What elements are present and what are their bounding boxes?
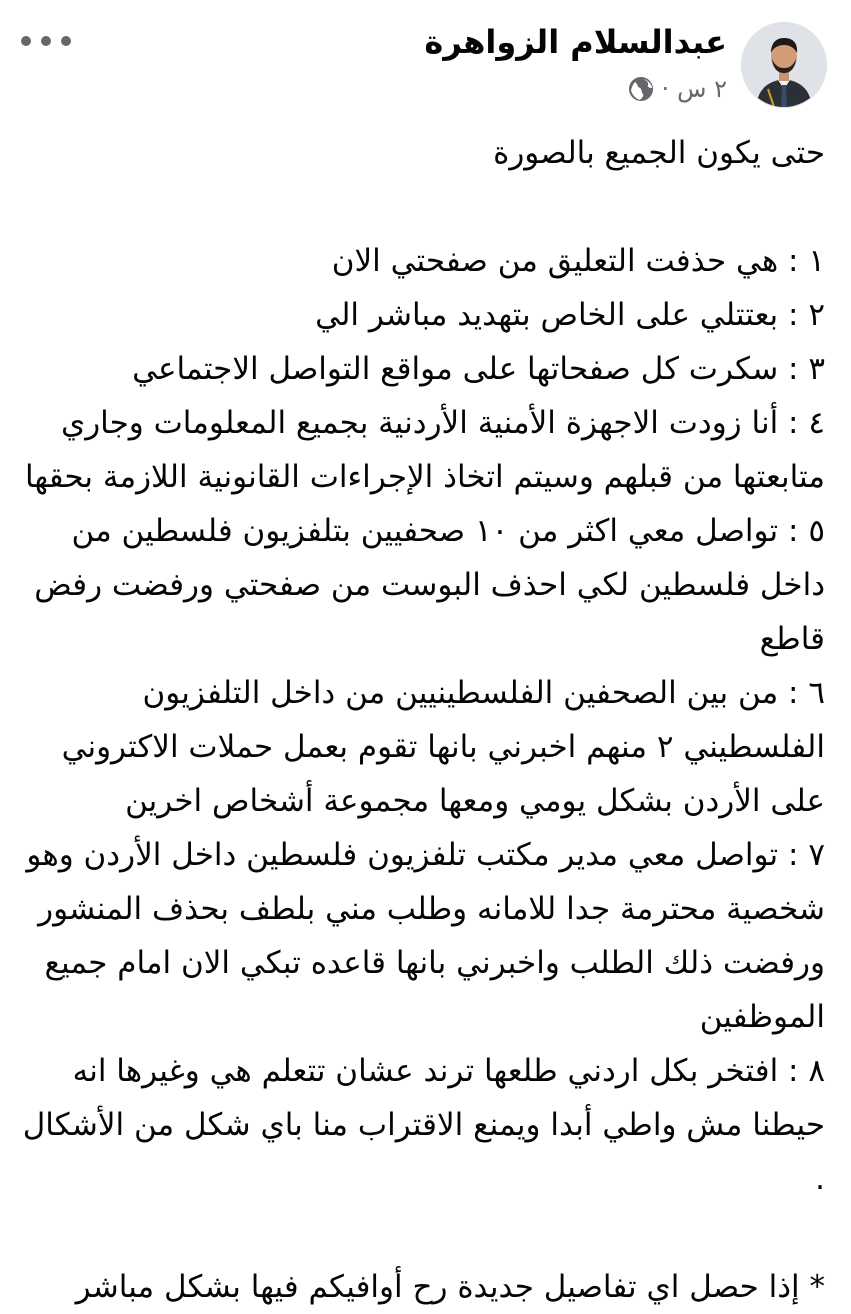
post-point-1: ١ : هي حذفت التعليق من صفحتي الان (331, 243, 825, 279)
post-point-5: ٥ : تواصل معي اكثر من ١٠ صحفيين بتلفزيون فلسطين من داخل فلسطين لكي احذف البوست من صفحتي ورفضت رفض قاطع (34, 513, 825, 657)
post-intro: حتى يكون الجميع بالصورة (493, 135, 825, 171)
globe-icon[interactable] (628, 76, 654, 102)
post-point-7: ٧ : تواصل معي مدير مكتب تلفزيون فلسطين داخل الأردن وهو شخصية محترمة جدا للامانه وطلب مني بلطف بحذف المنشور ورفضت ذلك الطلب واخبرني بانها قاعده تبكي الان امام جميع الموظفين (26, 837, 825, 1035)
post-time[interactable]: ٢ س (677, 75, 727, 103)
post-body (22, 126, 825, 1314)
post-point-2: ٢ : بعتتلي على الخاص بتهديد مباشر الي (315, 297, 825, 333)
post-point-3: ٣ : سكرت كل صفحاتها على مواقع التواصل الاجتماعي (132, 351, 825, 387)
paragraph-gap (22, 1206, 825, 1260)
post-point-6: ٦ : من بين الصحفين الفلسطينيين من داخل التلفزيون الفلسطيني ٢ منهم اخبرني بانها تقوم بعمل حملات الاكتروني على الأردن بشكل يومي ومعها مجموعة أشخاص اخرين (61, 675, 825, 819)
meta-separator: · (661, 75, 670, 103)
author-avatar[interactable] (741, 22, 827, 108)
more-dots-icon (20, 35, 72, 47)
post-meta (628, 72, 727, 106)
profile-photo (742, 23, 826, 107)
author-name[interactable]: عبدالسلام الزواهرة (424, 23, 727, 61)
post-point-4: ٤ : أنا زودت الاجهزة الأمنية الأردنية بجميع المعلومات وجاري متابعتها من قبلهم وسيتم اتخاذ الإجراءات القانونية اللازمة بحقها (24, 405, 825, 495)
post-point-8: ٨ : افتخر بكل اردني طلعها ترند عشان تتعلم هي وغيرها انه حيطنا مش واطي أبدا ويمنع الاقتراب منا باي شكل من الأشكال . (22, 1053, 825, 1197)
more-options-button[interactable] (16, 26, 76, 56)
paragraph-gap (22, 180, 825, 234)
post-footnote: * إذا حصل اي تفاصيل جديدة رح أوافيكم فيها بشكل مباشر (75, 1269, 825, 1305)
